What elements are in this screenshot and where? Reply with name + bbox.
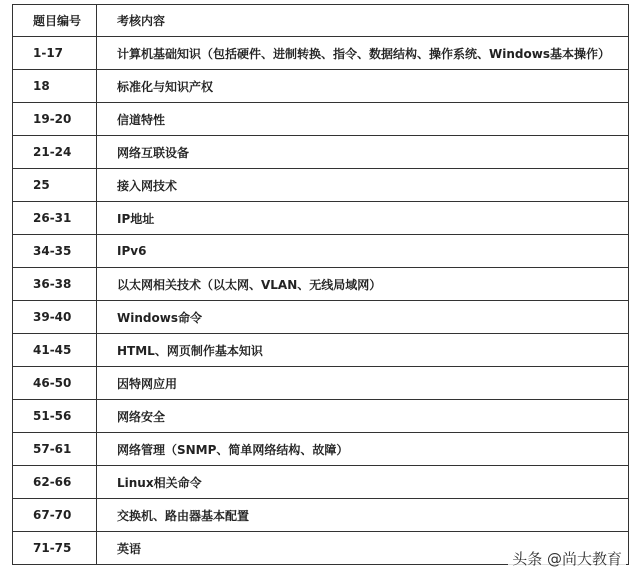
question-number-cell: 39-40	[13, 301, 97, 334]
table-row	[13, 301, 629, 334]
table-row	[13, 268, 629, 301]
exam-content-cell: IP地址	[97, 202, 629, 235]
exam-content-table	[12, 4, 629, 565]
table-row	[13, 466, 629, 499]
question-number-cell: 36-38	[13, 268, 97, 301]
question-number-cell: 62-66	[13, 466, 97, 499]
question-number-cell: 21-24	[13, 136, 97, 169]
exam-content-cell: 交换机、路由器基本配置	[97, 499, 629, 532]
question-number-cell: 41-45	[13, 334, 97, 367]
exam-content-cell: Linux相关命令	[97, 466, 629, 499]
table-row	[13, 334, 629, 367]
question-number-cell: 26-31	[13, 202, 97, 235]
question-number-cell: 25	[13, 169, 97, 202]
table-header	[13, 5, 629, 37]
exam-content-cell: 网络管理（SNMP、简单网络结构、故障）	[97, 433, 629, 466]
table-row	[13, 202, 629, 235]
question-number-cell: 18	[13, 70, 97, 103]
exam-content-cell: Windows命令	[97, 301, 629, 334]
table-row	[13, 70, 629, 103]
table-row	[13, 103, 629, 136]
question-number-cell: 19-20	[13, 103, 97, 136]
exam-content-cell: 因特网应用	[97, 367, 629, 400]
question-number-cell: 51-56	[13, 400, 97, 433]
table-row	[13, 400, 629, 433]
exam-content-cell: 信道特性	[97, 103, 629, 136]
watermark: 头条 @尚大教育	[508, 547, 626, 570]
table-row	[13, 169, 629, 202]
question-number-cell: 57-61	[13, 433, 97, 466]
table-row	[13, 235, 629, 268]
table-row	[13, 367, 629, 400]
question-number-cell: 67-70	[13, 499, 97, 532]
question-number-cell: 46-50	[13, 367, 97, 400]
exam-content-cell: 以太网相关技术（以太网、VLAN、无线局域网）	[97, 268, 629, 301]
question-number-cell: 71-75	[13, 532, 97, 565]
header-question-number: 题目编号	[13, 5, 97, 37]
exam-content-cell: 英语	[97, 532, 629, 565]
exam-content-cell: 网络互联设备	[97, 136, 629, 169]
exam-content-cell: 标准化与知识产权	[97, 70, 629, 103]
table-body	[13, 37, 629, 565]
exam-content-cell: 网络安全	[97, 400, 629, 433]
exam-content-cell: 计算机基础知识（包括硬件、进制转换、指令、数据结构、操作系统、Windows基本操作）	[97, 37, 629, 70]
exam-content-cell: HTML、网页制作基本知识	[97, 334, 629, 367]
header-row	[13, 5, 629, 37]
header-exam-content: 考核内容	[97, 5, 629, 37]
table-row	[13, 433, 629, 466]
question-number-cell: 34-35	[13, 235, 97, 268]
question-number-cell: 1-17	[13, 37, 97, 70]
exam-content-cell: IPv6	[97, 235, 629, 268]
table-row	[13, 499, 629, 532]
exam-content-cell: 接入网技术	[97, 169, 629, 202]
table-row	[13, 136, 629, 169]
table-row	[13, 37, 629, 70]
